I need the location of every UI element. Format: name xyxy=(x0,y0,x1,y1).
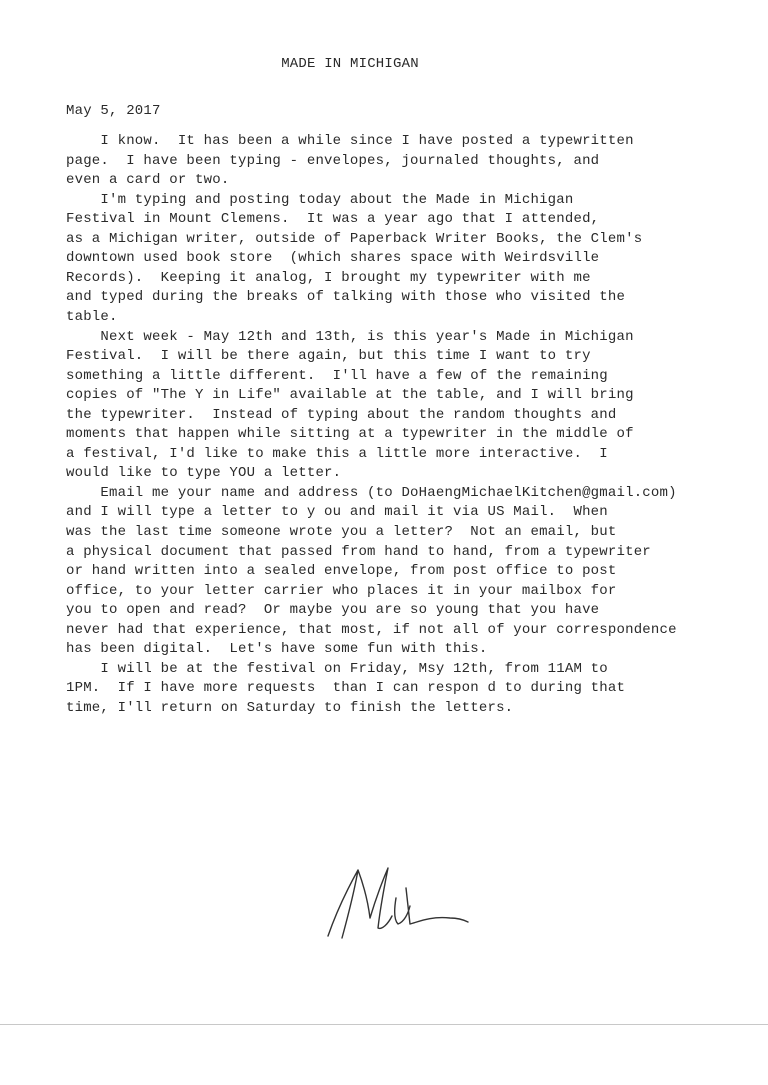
letter-line: I will be at the festival on Friday, Msy 12th, from 11AM to xyxy=(66,660,608,677)
page-edge-divider xyxy=(0,1024,768,1025)
letter-line: as a Michigan writer, outside of Paperback Writer Books, the Clem's xyxy=(66,230,643,247)
letter-line: the typewriter. Instead of typing about the random thoughts and xyxy=(66,406,617,423)
letter-date: May 5, 2017 xyxy=(66,103,161,119)
letter-line: page. I have been typing - envelopes, journaled thoughts, and xyxy=(66,152,600,169)
letter-line: even a card or two. xyxy=(66,172,230,189)
letter-line: 1PM. If I have more requests than I can respon d to during that xyxy=(66,680,626,697)
letter-line: Records). Keeping it analog, I brought my typewriter with me xyxy=(66,269,591,286)
letter-line: and I will type a letter to y ou and mail it via US Mail. When xyxy=(66,504,608,521)
letter-line: a festival, I'd like to make this a little more interactive. I xyxy=(66,445,608,462)
letter-line: Next week - May 12th and 13th, is this year's Made in Michigan xyxy=(66,328,634,345)
letter-line: copies of "The Y in Life" available at the table, and I will bring xyxy=(66,387,634,404)
letter-line: downtown used book store (which shares space with Weirdsville xyxy=(66,250,600,267)
handwritten-signature xyxy=(318,858,478,948)
letter-line: would like to type YOU a letter. xyxy=(66,465,342,482)
letter-line: Festival in Mount Clemens. It was a year ago that I attended, xyxy=(66,211,600,228)
letter-line: you to open and read? Or maybe you are so young that you have xyxy=(66,602,600,619)
letter-line: or hand written into a sealed envelope, from post office to post xyxy=(66,563,617,580)
letter-line: has been digital. Let's have some fun with this. xyxy=(66,641,488,658)
letter-line: table. xyxy=(66,308,118,325)
letter-line: office, to your letter carrier who places it in your mailbox for xyxy=(66,582,617,599)
letter-line: moments that happen while sitting at a typewriter in the middle of xyxy=(66,426,634,443)
letter-line: something a little different. I'll have a few of the remaining xyxy=(66,367,608,384)
letter-line: I know. It has been a while since I have posted a typewritten xyxy=(66,133,634,149)
letter-line: was the last time someone wrote you a letter? Not an email, but xyxy=(66,524,617,540)
letter-line: time, I'll return on Saturday to finish the letters. xyxy=(66,699,514,716)
letter-line: a physical document that passed from hand to hand, from a typewriter xyxy=(66,543,651,560)
letter-title: MADE IN MICHIGAN xyxy=(281,56,419,72)
letter-line: Festival. I will be there again, but this time I want to try xyxy=(66,348,591,365)
letter-line: never had that experience, that most, if not all of your correspondence xyxy=(66,621,677,638)
letter-line: Email me your name and address (to DoHaengMichaelKitchen@gmail.com) xyxy=(66,484,677,501)
letter-line: and typed during the breaks of talking with those who visited the xyxy=(66,289,626,306)
letter-line: I'm typing and posting today about the Made in Michigan xyxy=(66,191,574,208)
